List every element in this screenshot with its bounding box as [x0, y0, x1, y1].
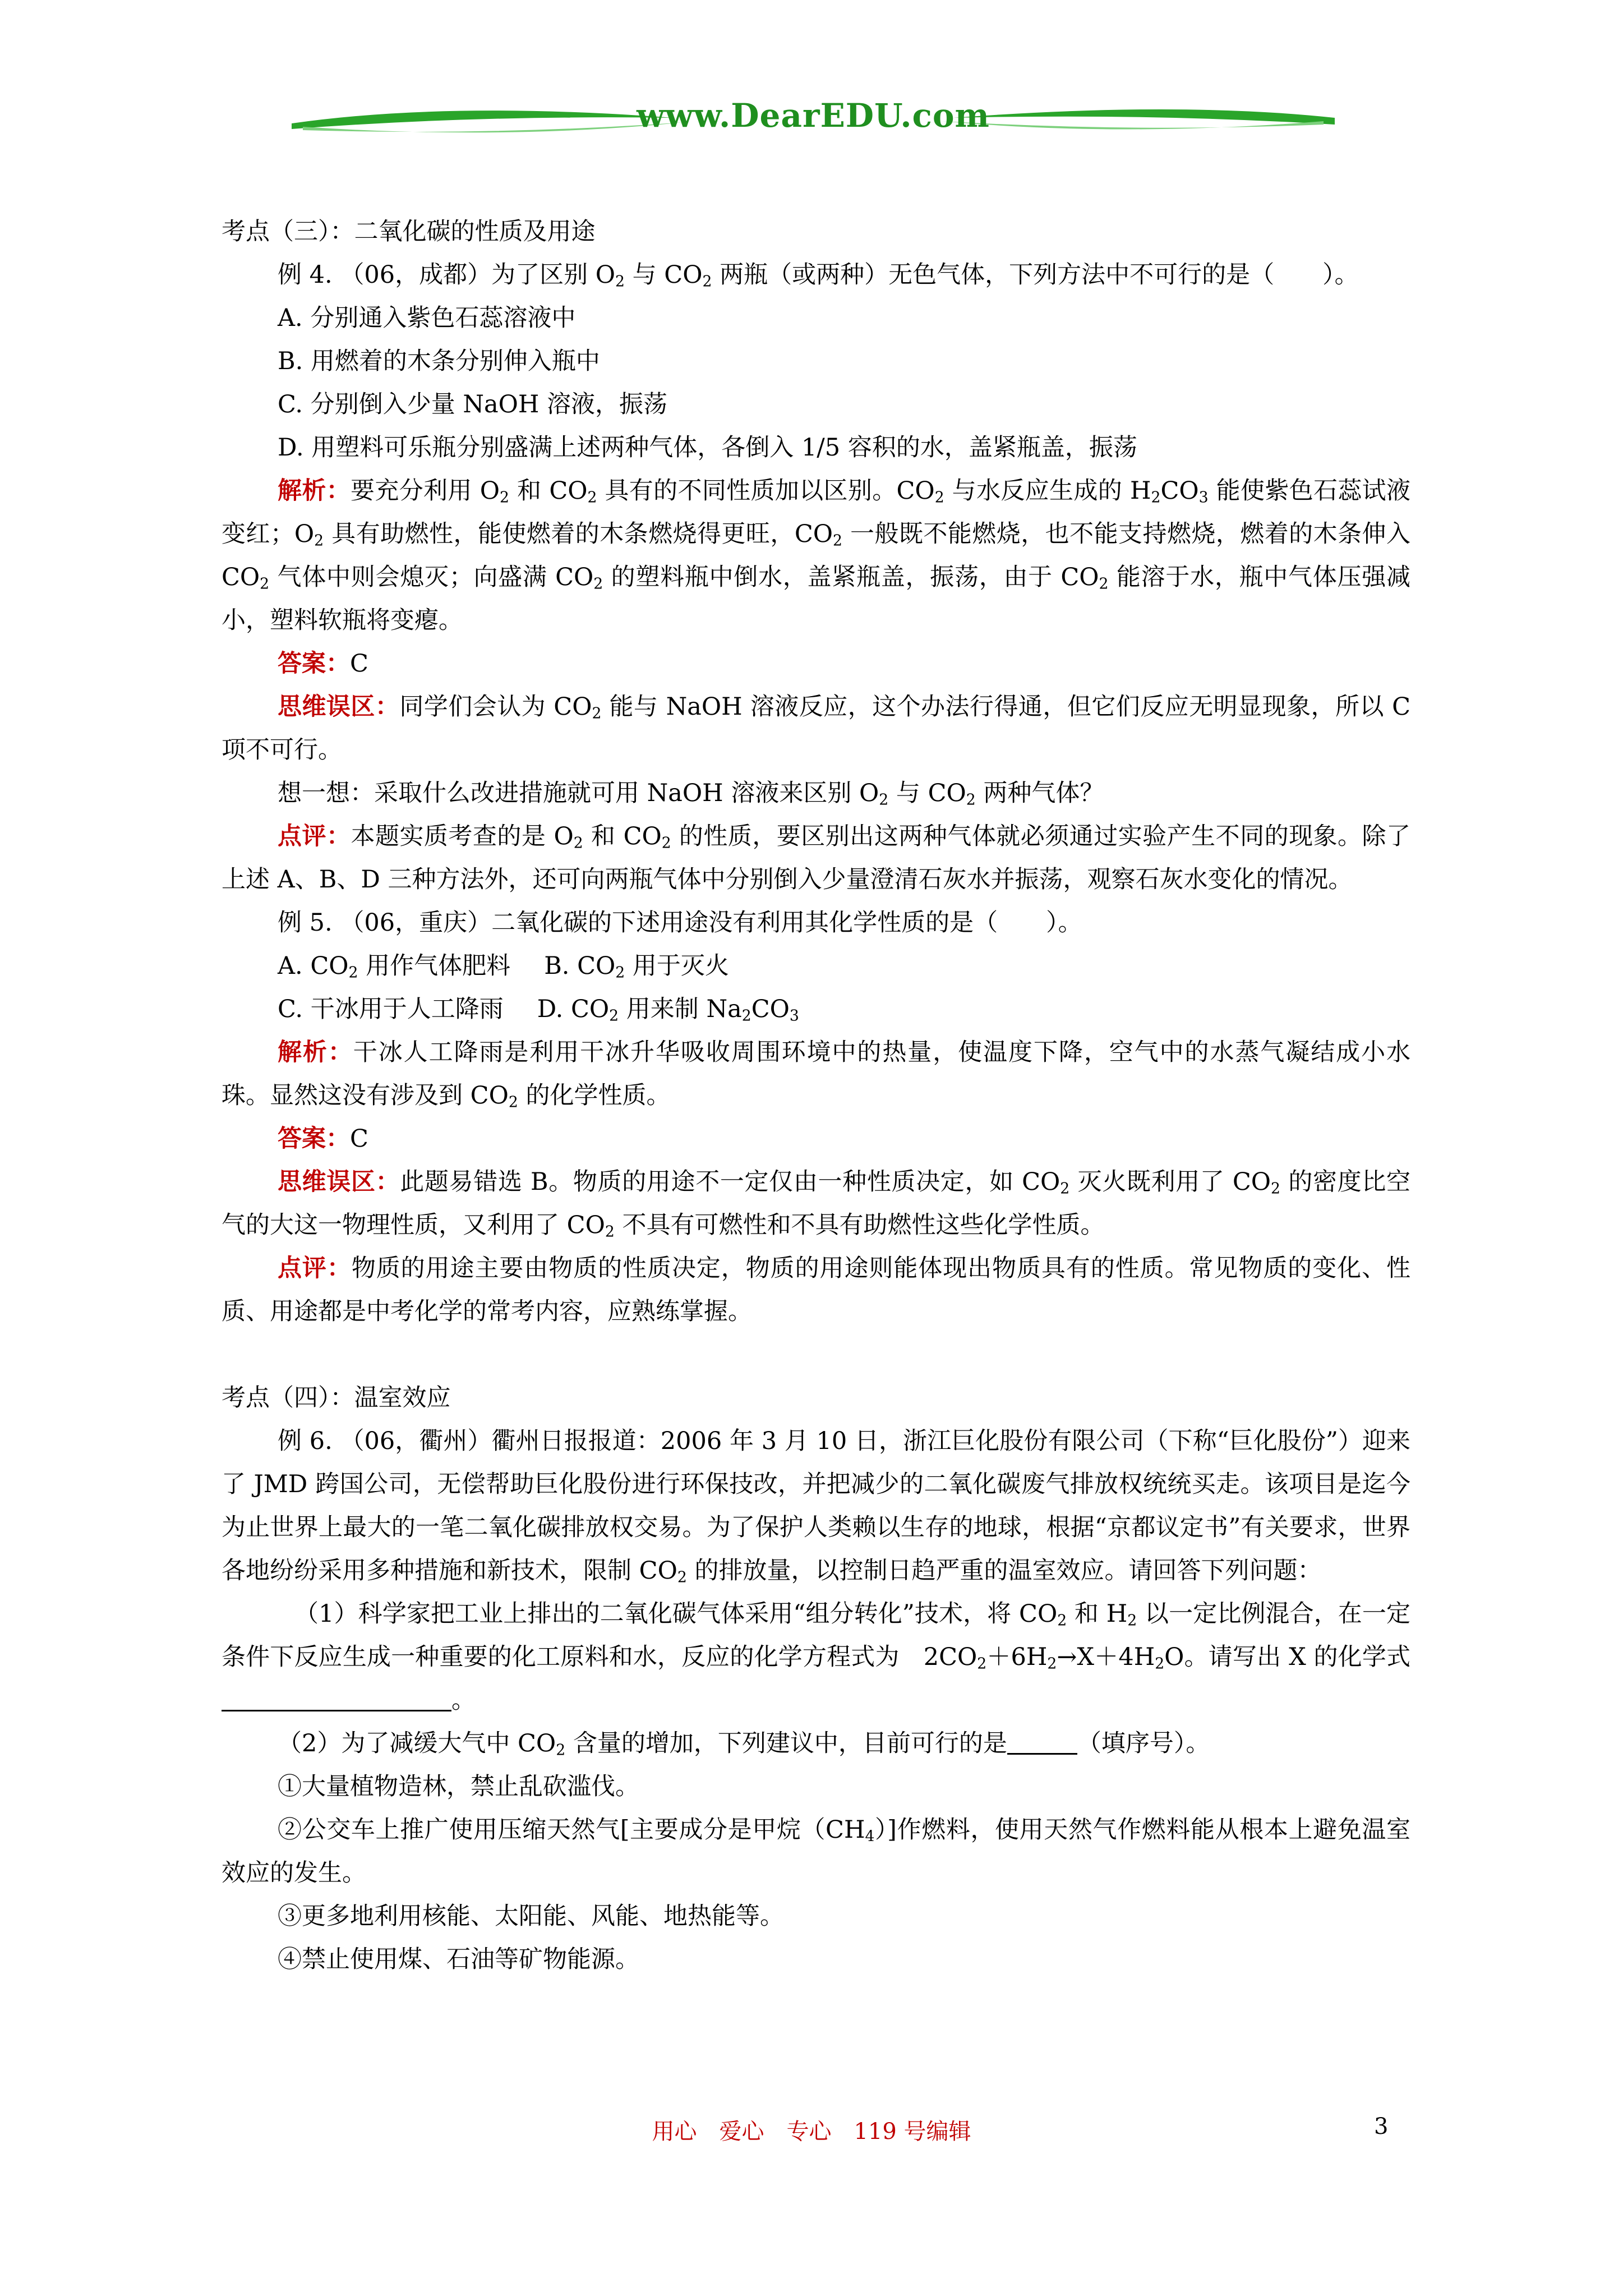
example-4-analysis: 解析：要充分利用 $O_2$ 和 $CO_2$ 具有的不同性质加以区别。$CO_2$ 与水反应生成的 $H_2CO_3$ 能使紫色石蕊试液变红；$O_2$ 具有助燃性，能使燃着的木条燃烧得更旺，$CO_2$ 一般既不能燃烧，也不能支持燃烧，燃着的木条伸入 $CO_2$ 气体中则会熄灭；向盛满 $CO_2$ 的塑料瓶中倒水，盖紧瓶盖，振荡，由于 $CO_2$ 能溶于水，瓶中气体压强减小，塑料软瓶将变瘪。	[222, 477, 1411, 634]
example-4-question: 例 4. （06，成都）为了区别 $O_2$ 与 $CO_2$ 两瓶（或两种）无色气体，下列方法中不可行的是（ ）。	[278, 261, 1359, 291]
site-logo-text[interactable]: www.DearEDU.com	[637, 96, 990, 135]
example-6-question-1: （1）科学家把工业上排出的二氧化碳气体采用“组分转化”技术，将 $CO_2$ 和 $H_2$ 以一定比例混合，在一定条件下反应生成一种重要的化工原料和水，反应的化学方程式为 $2CO_2+6H_2\to X+4H_2O$。请写出 X 的化学式。	[222, 1600, 1411, 1714]
example-4-comment: 点评：本题实质考查的是 $O_2$ 和 $CO_2$ 的性质，要区别出这两种气体就必须通过实验产生不同的现象。除了上述 A、B、D 三种方法外，还可向两瓶气体中分别倒入少量澄清石灰水并振荡，观察石灰水变化的情况。	[222, 822, 1411, 894]
answer-blank-2[interactable]	[1007, 1728, 1077, 1755]
document-body	[222, 210, 1410, 1981]
example-6-intro: 例 6. （06，衢州）衢州日报报道：2006 年 3 月 10 日，浙江巨化股份有限公司（下称“巨化股份”）迎来了 JMD 跨国公司，无偿帮助巨化股份进行环保技改，并把减少的二氧化碳废气排放权统统买走。该项目是迄今为止世界上最大的一笔二氧化碳排放权交易。为了保护人类赖以生存的地球，根据“京都议定书”有关要求，世界各地纷纷采用多种措施和新技术，限制 $CO_2$ 的排放量，以控制日趋严重的温室效应。请回答下列问题：	[222, 1427, 1410, 1586]
site-header	[280, 90, 1346, 151]
page-footer: 用心 爱心 专心 119 号编辑	[652, 2119, 971, 2145]
example-4-answer: 答案：C	[278, 650, 368, 678]
example-5-comment: 点评：物质的用途主要由物质的性质决定，物质的用途则能体现出物质具有的性质。常见物质的变化、性质、用途都是中考化学的常考内容，应熟练掌握。	[222, 1254, 1411, 1326]
example-6-item-4: ④禁止使用煤、石油等矿物能源。	[278, 1945, 639, 1973]
example-5-mistake: 思维误区：此题易错选 B。物质的用途不一定仅由一种性质决定，如 $CO_2$ 灭火既利用了 $CO_2$ 的密度比空气的大这一物理性质，又利用了 $CO_2$ 不具有可燃性和不具有助燃性这些化学性质。	[222, 1168, 1410, 1241]
section-spacer	[222, 1333, 1410, 1377]
answer-blank-1[interactable]	[222, 1685, 451, 1711]
section-title: 考点（四）：温室效应	[222, 1384, 451, 1412]
page-number: 3	[1374, 2114, 1389, 2139]
example-6-item-1: ①大量植物造林，禁止乱砍滥伐。	[278, 1773, 639, 1801]
example-4-option-b: B. 用燃着的木条分别伸入瓶中	[278, 347, 600, 375]
example-4-mistake: 思维误区：同学们会认为 $CO_2$ 能与 NaOH 溶液反应，这个办法行得通，但它们反应无明显现象，所以 C 项不可行。	[222, 693, 1410, 764]
section-title: 考点（三）：二氧化碳的性质及用途	[222, 218, 596, 246]
example-6-item-3: ③更多地利用核能、太阳能、风能、地热能等。	[278, 1902, 784, 1930]
example-4-option-a: A. 分别通入紫色石蕊溶液中	[278, 304, 576, 332]
example-6-question-2: （2）为了减缓大气中 $CO_2$ 含量的增加，下列建议中，目前可行的是 （填序号）。	[278, 1729, 1210, 1759]
example-4-think: 想一想：采取什么改进措施就可用 NaOH 溶液来区别 $O_2$ 与 $CO_2$ 两种气体？	[278, 779, 1104, 809]
example-5-options-cd: C. 干冰用于人工降雨 D. $CO_2$ 用来制 $Na_2CO_3$	[278, 995, 799, 1025]
example-4-option-d: D. 用塑料可乐瓶分别盛满上述两种气体，各倒入 1/5 容积的水，盖紧瓶盖，振荡	[278, 434, 1137, 462]
example-5-options-ab: A. $CO_2$ 用作气体肥料 B. $CO_2$ 用于灭火	[278, 952, 729, 982]
example-6-item-2: ②公交车上推广使用压缩天然气[主要成分是甲烷$(CH_4)$]作燃料，使用天然气作燃料能从根本上避免温室效应的发生。	[222, 1816, 1410, 1887]
example-5-question: 例 5. （06，重庆）二氧化碳的下述用途没有利用其化学性质的是（ ）。	[278, 909, 1082, 937]
example-5-analysis: 解析：干冰人工降雨是利用干冰升华吸收周围环境中的热量，使温度下降，空气中的水蒸气凝结成小水珠。显然这没有涉及到 $CO_2$ 的化学性质。	[222, 1038, 1411, 1111]
example-5-answer: 答案：C	[278, 1125, 368, 1153]
example-4-option-c: C. 分别倒入少量 NaOH 溶液，振荡	[278, 390, 668, 418]
